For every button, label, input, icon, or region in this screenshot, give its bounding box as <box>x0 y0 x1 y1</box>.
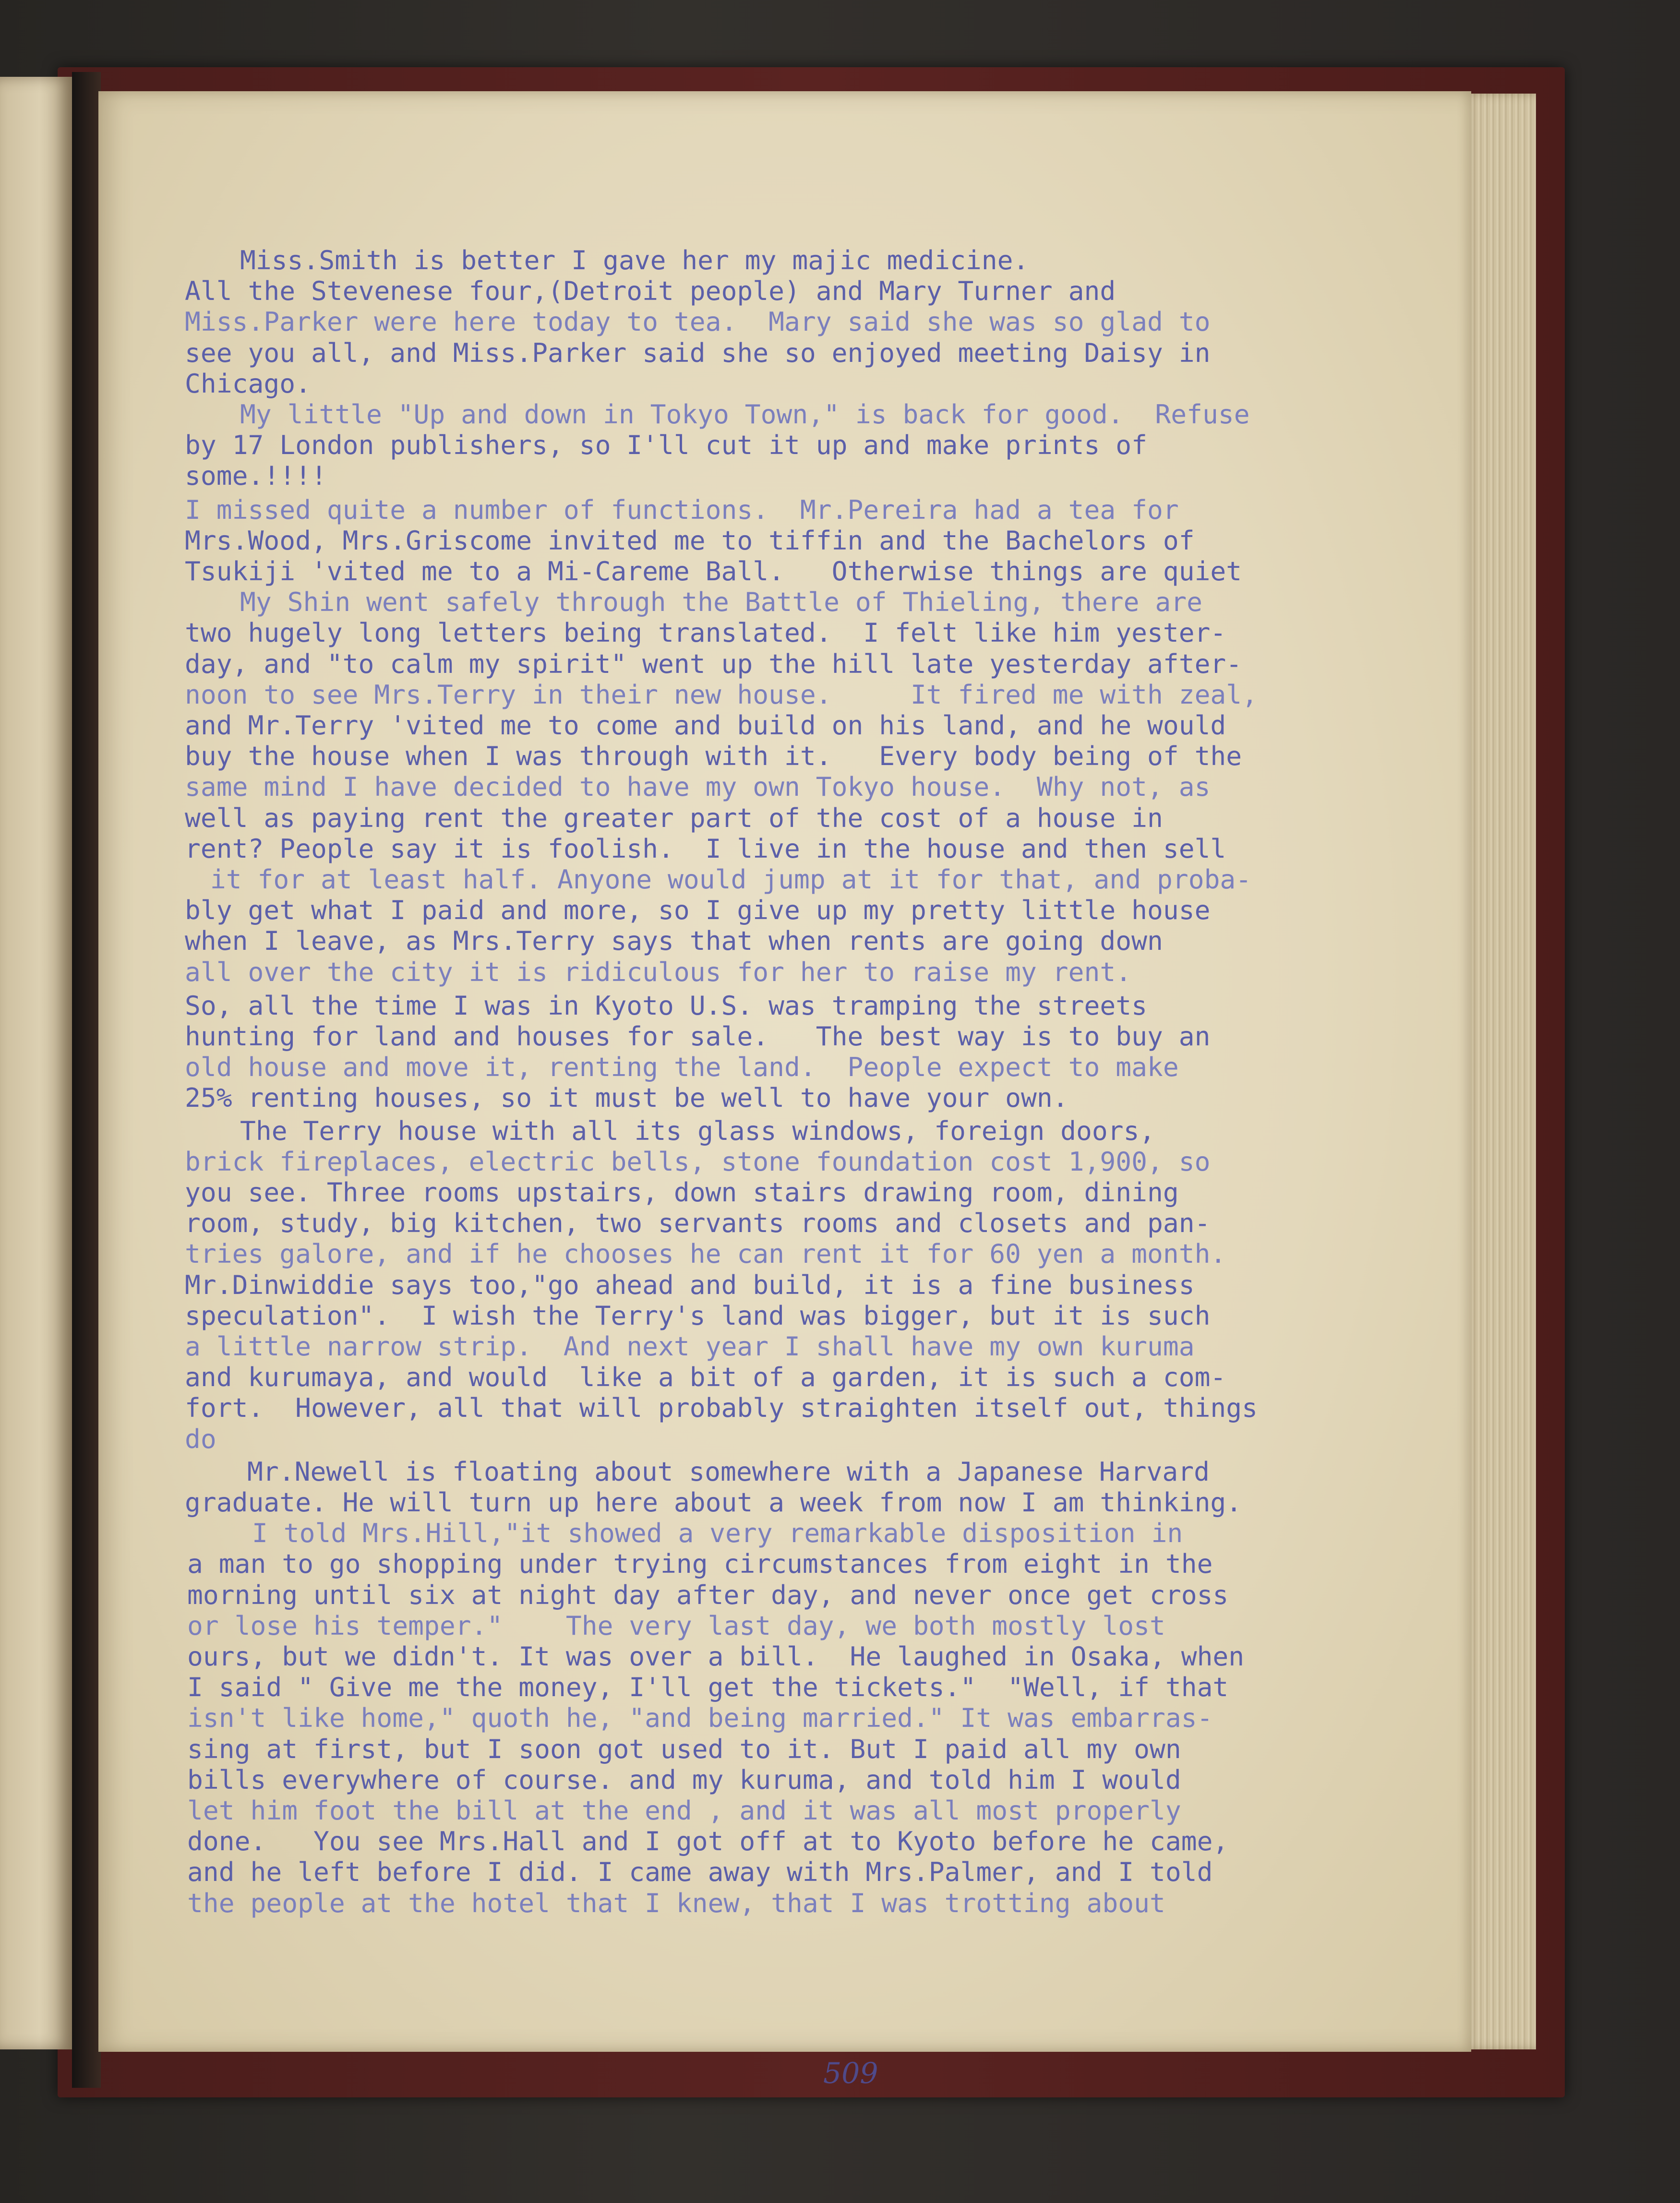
text-line: graduate. He will turn up here about a week from now I am thinking. <box>185 1487 1242 1518</box>
text-line: same mind I have decided to have my own Tokyo house. Why not, as <box>185 771 1211 802</box>
text-line: I said " Give me the money, I'll get the tickets." "Well, if that <box>187 1672 1229 1702</box>
text-line: by 17 London publishers, so I'll cut it up and make prints of <box>185 430 1147 460</box>
text-line: hunting for land and houses for sale. The best way is to buy an <box>185 1021 1211 1052</box>
text-line: the people at the hotel that I knew, that I was trotting about <box>187 1888 1165 1918</box>
text-line: do <box>185 1424 216 1454</box>
text-line: noon to see Mrs.Terry in their new house. It fired me with zeal, <box>185 679 1258 710</box>
text-line: see you all, and Miss.Parker said she so enjoyed meeting Daisy in <box>185 337 1211 368</box>
facing-page-edge <box>0 77 72 2049</box>
typed-page <box>98 91 1471 2090</box>
text-line: brick fireplaces, electric bells, stone foundation cost 1,900, so <box>185 1146 1211 1177</box>
text-line: I told Mrs.Hill,"it showed a very remarkable disposition in <box>252 1518 1183 1548</box>
text-line: bly get what I paid and more, so I give up my pretty little house <box>185 895 1211 925</box>
text-line: you see. Three rooms upstairs, down stairs drawing room, dining <box>185 1177 1179 1208</box>
text-line: and Mr.Terry 'vited me to come and build on his land, and he would <box>185 710 1226 741</box>
text-line: My little "Up and down in Tokyo Town," is back for good. Refuse <box>240 399 1250 430</box>
text-line: buy the house when I was through with it. Every body being of the <box>185 741 1242 771</box>
text-line: let him foot the bill at the end , and it was all most properly <box>187 1795 1181 1826</box>
text-line: I missed quite a number of functions. Mr.Pereira had a tea for <box>185 494 1179 525</box>
text-line: The Terry house with all its glass windows, foreign doors, <box>240 1115 1155 1146</box>
text-line: ours, but we didn't. It was over a bill. He laughed in Osaka, when <box>187 1641 1245 1672</box>
text-line: some.!!!! <box>185 460 327 491</box>
text-line: 25% renting houses, so it must be well to have your own. <box>185 1082 1068 1113</box>
text-line: bills everywhere of course. and my kuruma, and told him I would <box>187 1764 1181 1795</box>
text-line: sing at first, but I soon got used to it. But I paid all my own <box>187 1734 1181 1764</box>
text-line: or lose his temper." The very last day, we both mostly lost <box>187 1610 1165 1641</box>
text-line: done. You see Mrs.Hall and I got off at to Kyoto before he came, <box>187 1826 1229 1856</box>
text-line: Tsukiji 'vited me to a Mi-Careme Ball. Otherwise things are quiet <box>185 556 1242 587</box>
text-line: Mr.Dinwiddie says too,"go ahead and build, it is a fine business <box>185 1269 1195 1300</box>
text-line: old house and move it, renting the land. People expect to make <box>185 1052 1179 1082</box>
text-line: a man to go shopping under trying circumstances from eight in the <box>187 1548 1213 1579</box>
text-line: and kurumaya, and would like a bit of a garden, it is such a com- <box>185 1362 1226 1392</box>
text-line: Mr.Newell is floating about somewhere with a Japanese Harvard <box>247 1456 1210 1487</box>
text-line: rent? People say it is foolish. I live in the house and then sell <box>185 833 1226 864</box>
text-line: all over the city it is ridiculous for her to raise my rent. <box>185 957 1132 987</box>
text-line: day, and "to calm my spirit" went up the hill late yesterday after- <box>185 648 1242 679</box>
page-number: 509 <box>823 2057 878 2090</box>
text-line: two hugely long letters being translated. I felt like him yester- <box>185 617 1226 648</box>
text-line: tries galore, and if he chooses he can rent it for 60 yen a month. <box>185 1238 1226 1269</box>
text-line: My Shin went safely through the Battle of Thieling, there are <box>240 587 1202 617</box>
text-line: when I leave, as Mrs.Terry says that when rents are going down <box>185 925 1163 956</box>
text-line: fort. However, all that will probably straighten itself out, things <box>185 1392 1258 1423</box>
text-line: Miss.Parker were here today to tea. Mary said she was so glad to <box>185 306 1211 337</box>
book-gutter <box>72 72 101 2088</box>
text-line: Chicago. <box>185 368 311 399</box>
text-line: well as paying rent the greater part of the cost of a house in <box>185 802 1163 833</box>
text-line: isn't like home," quoth he, "and being married." It was embarras- <box>187 1702 1213 1733</box>
text-line: Mrs.Wood, Mrs.Griscome invited me to tiffin and the Bachelors of <box>185 525 1195 556</box>
text-line: it for at least half. Anyone would jump at it for that, and proba- <box>194 864 1252 895</box>
text-line: morning until six at night day after day, and never once get cross <box>187 1580 1229 1610</box>
text-line: a little narrow strip. And next year I shall have my own kuruma <box>185 1331 1195 1362</box>
text-line: and he left before I did. I came away with Mrs.Palmer, and I told <box>187 1856 1213 1887</box>
text-line: room, study, big kitchen, two servants rooms and closets and pan- <box>185 1208 1211 1238</box>
text-line: All the Stevenese four,(Detroit people) and Mary Turner and <box>185 275 1116 306</box>
text-line: So, all the time I was in Kyoto U.S. was tramping the streets <box>185 990 1147 1021</box>
text-line: Miss.Smith is better I gave her my majic medicine. <box>240 245 1029 275</box>
text-line: speculation". I wish the Terry's land was bigger, but it is such <box>185 1300 1211 1331</box>
page-edges <box>1464 94 1536 2049</box>
